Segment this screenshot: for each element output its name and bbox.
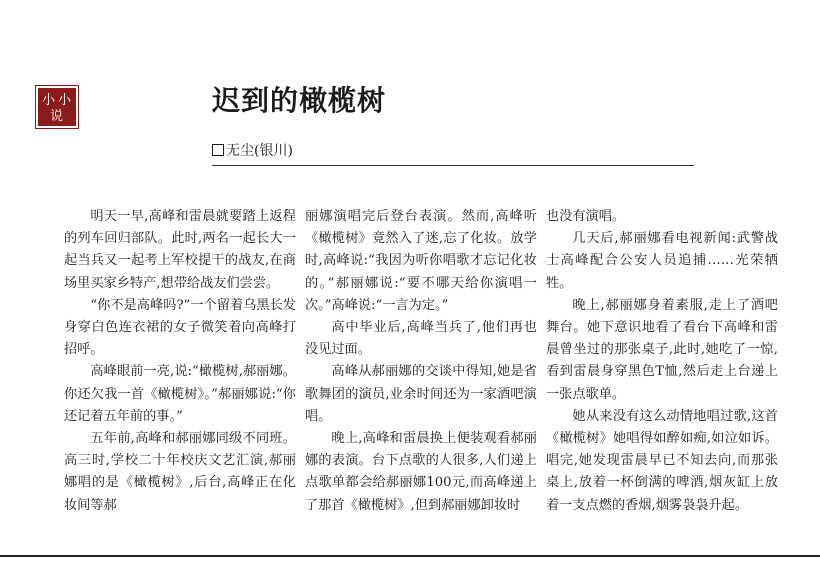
paragraph: “你不是高峰吗?”一个留着乌黑长发身穿白色连衣裙的女子微笑着向高峰打招呼。: [64, 297, 296, 358]
text-column-3: [546, 206, 778, 517]
paragraph: 高峰从郝丽娜的交谈中得知,她是省歌舞团的演员,业余时间还为一家酒吧演唱。: [305, 364, 537, 424]
section-tag: [36, 86, 78, 128]
author-place: (银川): [254, 143, 293, 159]
paragraph: 丽娜演唱完后登台表演。然而,高峰听《橄榄树》竟然入了迷,忘了化妆。放学时,高峰说:“我因为听你唱歌才忘记化妆的。”郝丽娜说:“要不哪天给你演唱一次。”高峰说:“一言为定。”: [305, 209, 537, 313]
page-bottom-rule: [0, 555, 820, 557]
byline: [212, 142, 293, 160]
title-divider: [212, 165, 694, 166]
paragraph: 五年前,高峰和郝丽娜同级不同班。高三时,学校二十年校庆文艺汇演,郝丽娜唱的是《橄榄树》,后台,高峰正在化妆间等郝: [64, 431, 296, 513]
author-name: 无尘: [226, 143, 254, 159]
paragraph: 她从来没有这么动情地唱过歌,这首《橄榄树》她唱得如醉如痴,如泣如诉。唱完,她发现雷晨早已不知去向,而那张桌上,放着一杯倒满的啤酒,烟灰缸上放着一支点燃的香烟,烟雾袅袅升起。: [546, 408, 778, 513]
paragraph: 晚上,高峰和雷晨换上便装观看郝丽娜的表演。台下点歌的人很多,人们递上点歌单都会给郝丽娜100元,而高峰递上了那首《橄榄树》,但到郝丽娜卸妆时: [305, 431, 537, 513]
section-tag-char: 小: [42, 93, 56, 108]
paragraph: 明天一早,高峰和雷晨就要踏上返程的列车回归部队。此时,两名一起长大一起当兵又一起考上军校提干的战友,在商场里买家乡特产,想带给战友们尝尝。: [64, 209, 296, 291]
text-column-2: [305, 206, 537, 517]
paragraph: 高峰眼前一亮,说:“橄榄树,郝丽娜。你还欠我一首《橄榄树》。”郝丽娜说:“你还记着五年前的事。”: [64, 364, 296, 424]
text-column-1: [64, 206, 296, 517]
byline-box-icon: [212, 144, 224, 156]
paragraph: 高中毕业后,高峰当兵了,他们再也没见过面。: [305, 320, 537, 358]
article-title: 迟到的橄榄树: [212, 84, 387, 117]
paragraph: 也没有演唱。: [546, 209, 626, 224]
section-tag-char: 说: [50, 109, 64, 124]
paragraph: 几天后,郝丽娜看电视新闻:武警战士高峰配合公安人员追捕……光荣牺牲。: [546, 231, 778, 291]
paragraph: 晚上,郝丽娜身着素服,走上了酒吧舞台。她下意识地看了看台下高峰和雷晨曾坐过的那张桌子,此时,她吃了一惊,看到雷晨身穿黑色T恤,然后走上台递上一张点歌单。: [546, 297, 778, 402]
section-tag-char: 小: [58, 93, 72, 108]
